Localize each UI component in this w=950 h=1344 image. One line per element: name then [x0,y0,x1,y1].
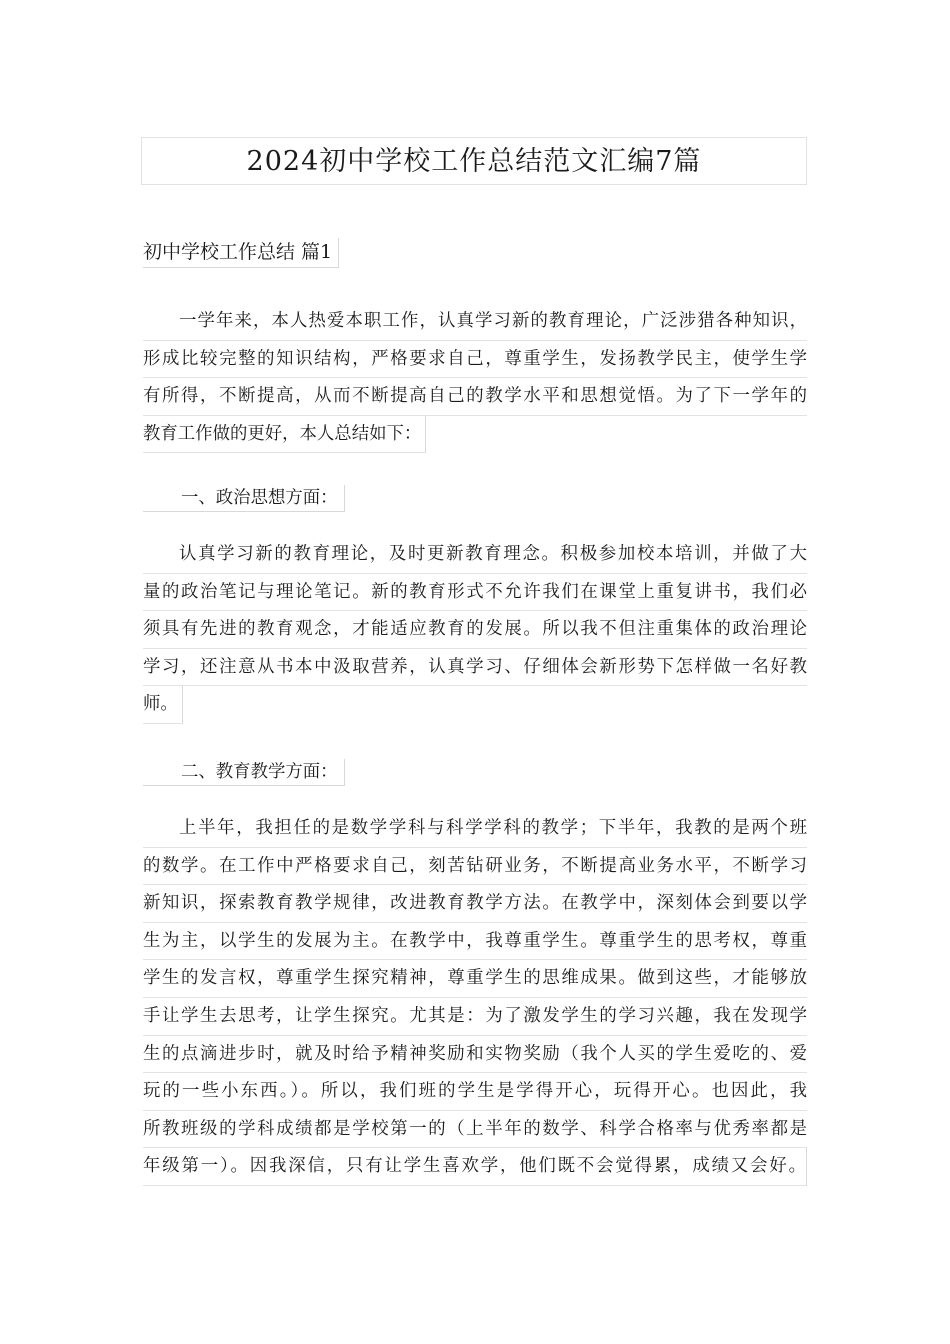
paragraph-line: 一学年来，本人热爱本职工作，认真学习新的教育理论，广泛涉猎各种知识， [143,303,807,341]
paragraph-line: 认真学习新的教育理论，及时更新教育理念。积极参加校本培训，并做了大 [143,536,807,574]
paragraph-line: 师。 [143,686,183,724]
paragraph-line: 年级第一）。因我深信，只有让学生喜欢学，他们既不会觉得累，成绩又会好。 [143,1148,807,1186]
paragraph-line: 有所得，不断提高，从而不断提高自己的教学水平和思想觉悟。为了下一学年的 [143,378,807,416]
paragraph-line: 的数学。在工作中严格要求自己，刻苦钻研业务，不断提高业务水平，不断学习 [143,848,807,886]
paragraph-line: 学生的发言权，尊重学生探究精神，尊重学生的思维成果。做到这些，才能够放 [143,960,807,998]
paragraph-line: 生的点滴进步时，就及时给予精神奖励和实物奖励（我个人买的学生爱吃的、爱 [143,1036,807,1074]
intro-paragraph [143,303,807,467]
section-heading: 初中学校工作总结 篇1 [143,238,339,268]
paragraph-line: 所教班级的学科成绩都是学校第一的（上半年的数学、科学合格率与优秀率都是 [143,1111,807,1149]
paragraph-line: 形成比较完整的知识结构，严格要求自己，尊重学生，发扬教学民主，使学生学 [143,341,807,379]
paragraph-line: 须具有先进的教育观念，才能适应教育的发展。所以我不但注重集体的政治理论 [143,611,807,649]
paragraph-line: 玩的一些小东西。）。所以，我们班的学生是学得开心，玩得开心。也因此，我 [143,1073,807,1111]
paragraph-line: 手让学生去思考，让学生探究。尤其是：为了激发学生的学习兴趣，我在发现学 [143,998,807,1036]
teaching-paragraph [143,810,807,1186]
paragraph-line: 上半年，我担任的是数学学科与科学学科的教学；下半年，我教的是两个班 [143,810,807,848]
subheading-politics: 一、政治思想方面： [143,485,345,512]
paragraph-line: 新知识，探索教育教学规律，改进教育教学方法。在教学中，深刻体会到要以学 [143,885,807,923]
document-title: 2024初中学校工作总结范文汇编7篇 [141,137,807,185]
paragraph-line: 生为主，以学生的发展为主。在教学中，我尊重学生。尊重学生的思考权，尊重 [143,923,807,961]
paragraph-line: 教育工作做的更好，本人总结如下： [143,416,426,454]
paragraph-line: 量的政治笔记与理论笔记。新的教育形式不允许我们在课堂上重复讲书，我们必 [143,574,807,612]
politics-paragraph [143,536,807,738]
subheading-teaching: 二、教育教学方面： [143,759,345,786]
paragraph-line: 学习，还注意从书本中汲取营养，认真学习、仔细体会新形势下怎样做一名好教 [143,649,807,687]
